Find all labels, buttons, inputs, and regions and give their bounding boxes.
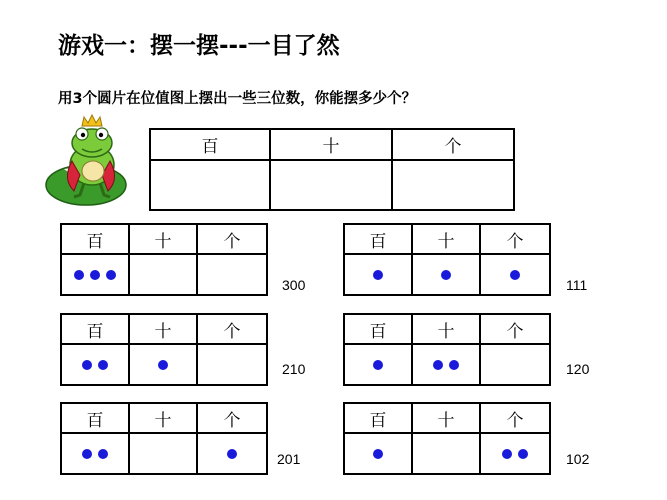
header-ones: 个	[480, 224, 550, 254]
header-hundreds: 百	[344, 403, 412, 433]
cell-hundreds	[344, 344, 412, 385]
cell-tens	[270, 160, 392, 210]
header-tens: 十	[412, 403, 480, 433]
cell-ones	[392, 160, 514, 210]
number-label: 201	[277, 451, 301, 467]
cell-hundreds	[61, 254, 129, 295]
header-hundreds: 百	[344, 224, 412, 254]
counter-dot	[227, 449, 237, 459]
header-hundreds: 百	[344, 314, 412, 344]
page-title: 游戏一：摆一摆---一目了然	[58, 33, 340, 59]
cell-hundreds	[61, 344, 129, 385]
counter-dot	[90, 270, 100, 280]
main-place-value-chart	[149, 128, 515, 211]
cell-ones	[197, 344, 267, 385]
header-ones: 个	[197, 224, 267, 254]
cell-tens	[412, 433, 480, 474]
cell-ones	[197, 254, 267, 295]
header-ones: 个	[197, 314, 267, 344]
counter-dot	[98, 360, 108, 370]
counter-dot	[74, 270, 84, 280]
place-value-chart	[343, 313, 551, 386]
header-tens: 十	[129, 314, 197, 344]
header-tens: 十	[129, 403, 197, 433]
cell-hundreds	[344, 433, 412, 474]
counter-dot	[106, 270, 116, 280]
counter-dot	[510, 270, 520, 280]
frog-illustration	[44, 113, 134, 208]
cell-hundreds	[61, 433, 129, 474]
counter-dot	[441, 270, 451, 280]
header-tens: 十	[412, 314, 480, 344]
header-tens: 十	[412, 224, 480, 254]
place-value-chart	[343, 223, 551, 296]
counter-dot	[433, 360, 443, 370]
place-value-chart	[60, 223, 268, 296]
cell-tens	[129, 254, 197, 295]
header-hundreds: 百	[61, 403, 129, 433]
cell-ones	[480, 344, 550, 385]
cell-hundreds	[150, 160, 270, 210]
cell-tens	[129, 433, 197, 474]
counter-dot	[82, 360, 92, 370]
place-value-chart	[60, 313, 268, 386]
number-label: 102	[566, 451, 590, 467]
cell-ones	[480, 254, 550, 295]
cell-hundreds	[344, 254, 412, 295]
header-ones: 个	[480, 314, 550, 344]
cell-tens	[129, 344, 197, 385]
header-tens: 十	[270, 129, 392, 160]
place-value-chart	[343, 402, 551, 475]
header-ones: 个	[197, 403, 267, 433]
counter-dot	[373, 270, 383, 280]
header-hundreds: 百	[150, 129, 270, 160]
cell-ones	[480, 433, 550, 474]
header-tens: 十	[129, 224, 197, 254]
counter-dot	[502, 449, 512, 459]
header-hundreds: 百	[61, 224, 129, 254]
counter-dot	[158, 360, 168, 370]
counter-dot	[82, 449, 92, 459]
number-label: 111	[566, 277, 588, 293]
header-hundreds: 百	[61, 314, 129, 344]
number-label: 210	[282, 361, 306, 377]
number-label: 300	[282, 277, 306, 293]
counter-dot	[373, 360, 383, 370]
counter-dot	[98, 449, 108, 459]
cell-ones	[197, 433, 267, 474]
number-label: 120	[566, 361, 590, 377]
place-value-chart	[60, 402, 268, 475]
question-text: 用3个圆片在位值图上摆出一些三位数，你能摆多少个？	[58, 91, 417, 107]
header-ones: 个	[480, 403, 550, 433]
header-ones: 个	[392, 129, 514, 160]
counter-dot	[518, 449, 528, 459]
cell-tens	[412, 254, 480, 295]
counter-dot	[449, 360, 459, 370]
counter-dot	[373, 449, 383, 459]
cell-tens	[412, 344, 480, 385]
